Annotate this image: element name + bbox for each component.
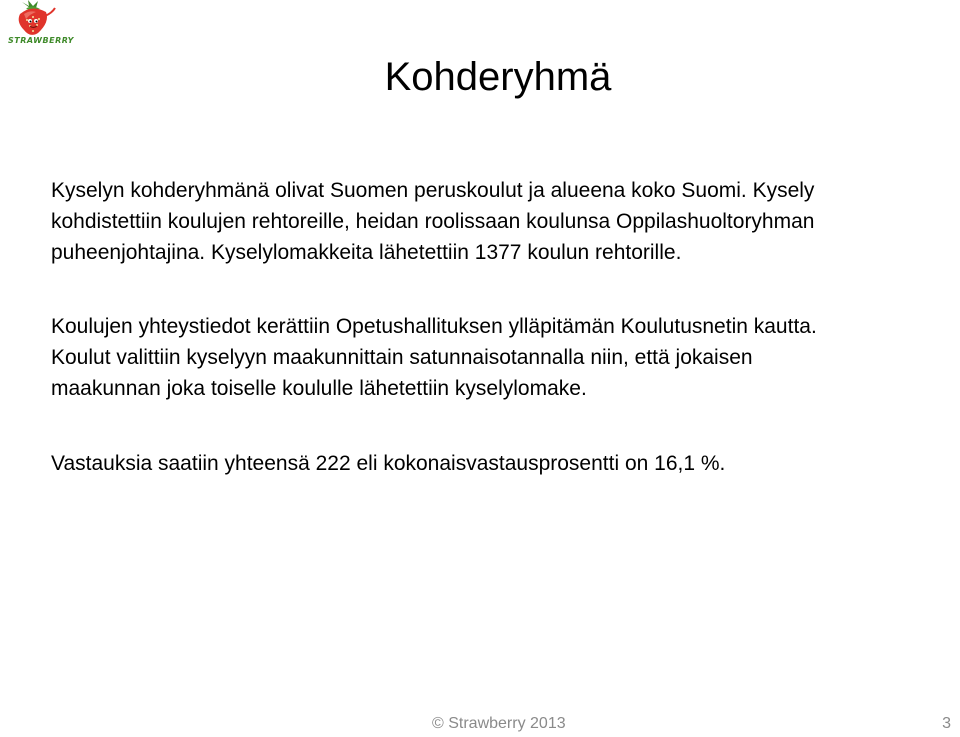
paragraph-line: Koulut valittiin kyselyyn maakunnittain satunnaisotannalla niin, että jokaisen: [51, 346, 753, 369]
page-number: 3: [942, 715, 951, 732]
logo-wordmark: STRAWBERRY: [8, 36, 74, 45]
paragraph-line: maakunnan joka toiselle koululle lähetettiin kyselylomake.: [51, 377, 587, 400]
paragraph-sampling: [51, 311, 951, 404]
paragraph-line: Vastauksia saatiin yhteensä 222 eli kokonaisvastausprosentti on 16,1 %.: [51, 452, 726, 475]
paragraph-line: Kyselyn kohderyhmänä olivat Suomen peruskoulut ja alueena koko Suomi. Kysely: [51, 179, 815, 202]
paragraph-response-rate: [51, 448, 951, 479]
paragraph-line: Koulujen yhteystiedot kerättiin Opetushallituksen ylläpitämän Koulutusnetin kautta.: [51, 315, 817, 338]
paragraph-line: puheenjohtajina. Kyselylomakkeita lähetettiin 1377 koulun rehtorille.: [51, 241, 682, 264]
strawberry-logo: [0, 0, 82, 50]
paragraph-line: kohdistettiin koulujen rehtoreille, heidan roolissaan koulunsa Oppilashuoltoryhman: [51, 210, 815, 233]
footer-copyright: © Strawberry 2013: [432, 715, 566, 732]
paragraph-target-group: [51, 175, 951, 268]
strawberry-icon: [0, 0, 82, 40]
slide-title: Kohderyhmä: [384, 55, 612, 99]
